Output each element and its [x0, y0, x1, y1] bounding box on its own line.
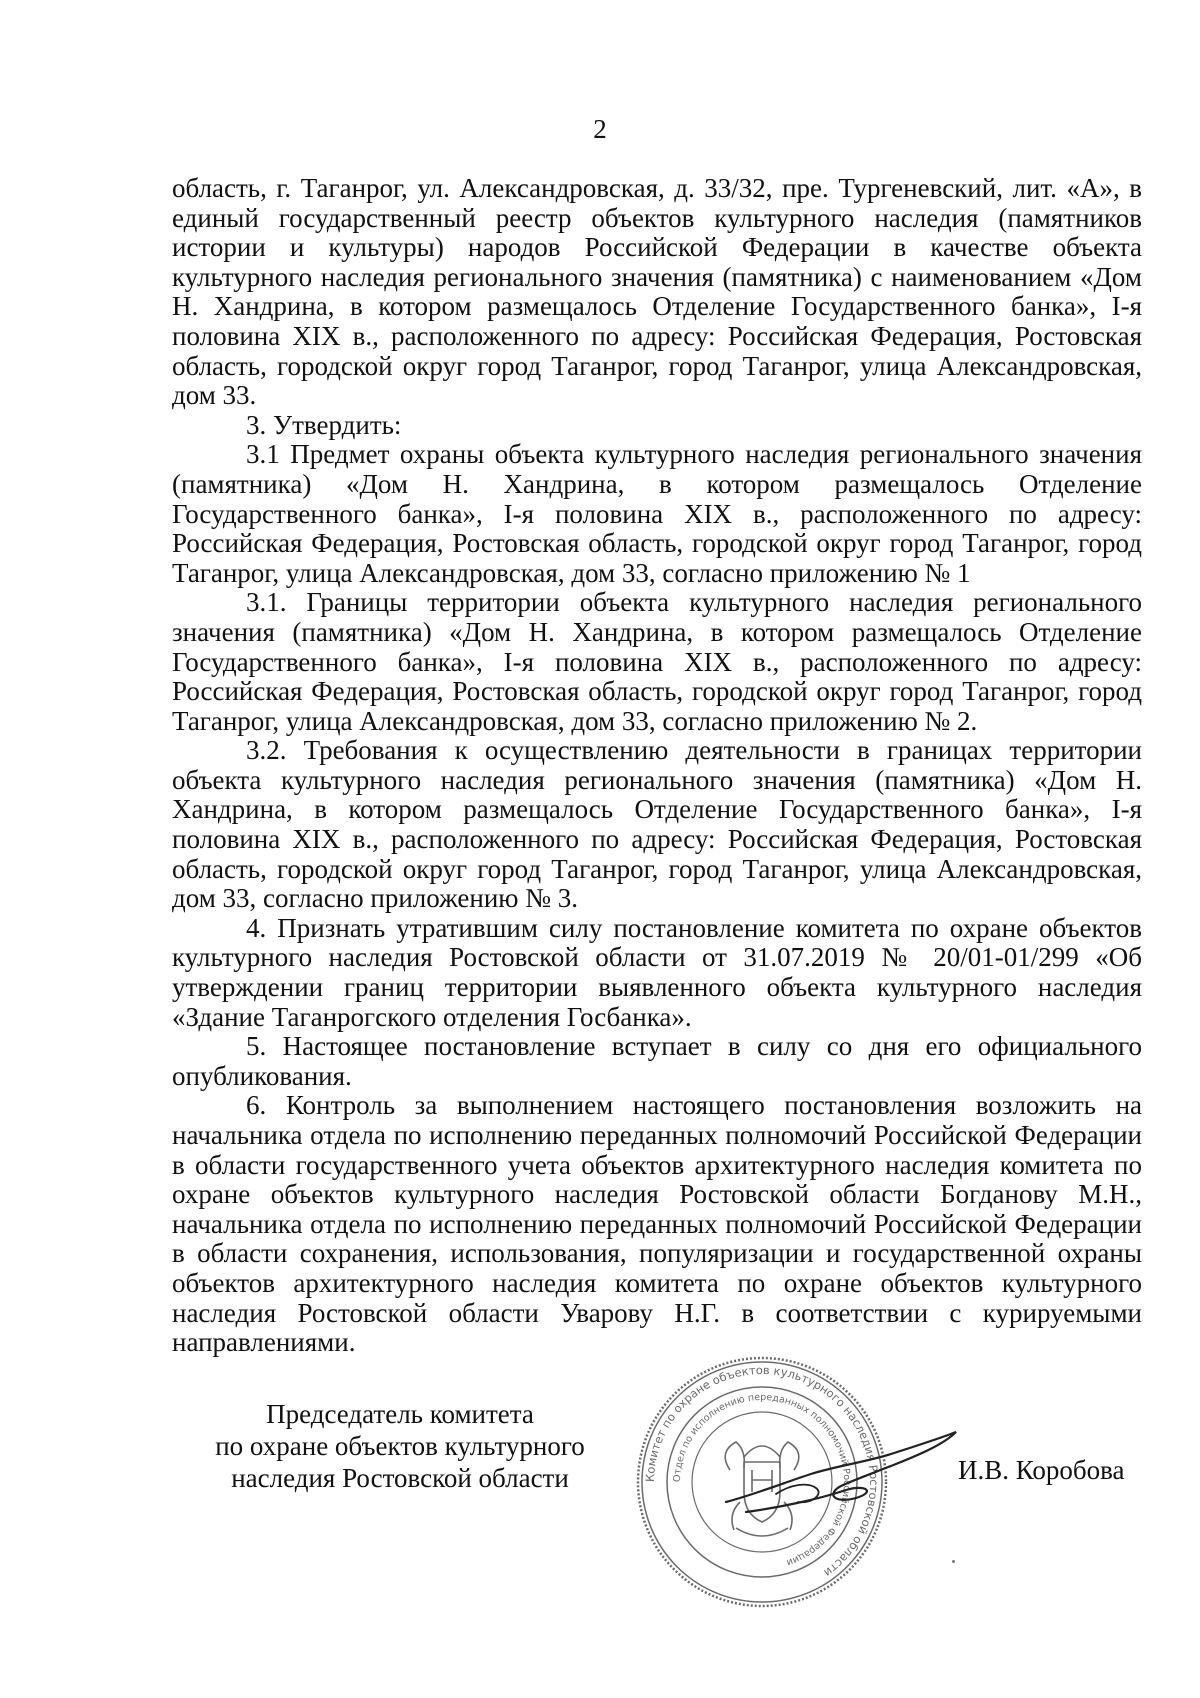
- paragraph-5-effective: 5. Настоящее постановление вступает в силу со дня его официального опубликования.: [172, 1031, 1142, 1091]
- paragraph-3-1-boundaries: 3.1. Границы территории объекта культурного наследия регионального значения (памятника) «Дом Н. Хандрина, в котором размещалось Отделение Государственного банка», I-я половина XIX в., расположенного по адресу: Российская Федерация, Ростовская область, городской округ город Таганрог, город Таганрог, улица Александровская, дом 33, согласно приложению № 2.: [172, 587, 1142, 736]
- seal-outer-text: Комитет по охране объектов культурного наследия Ростовской области: [642, 1362, 882, 1581]
- scan-artifact: [952, 1560, 955, 1563]
- paragraph-3-1-subject: 3.1 Предмет охраны объекта культурного наследия регионального значения (памятника) «Дом Н. Хандрина, в котором размещалось Отделение Государственного банка», I-я половина XIX в., расположенного по адресу: Российская Федерация, Ростовская область, городской округ город Таганрог, город Таганрог, улица Александровская, дом 33, согласно приложению № 1: [172, 439, 1142, 588]
- page-number: 2: [593, 114, 607, 144]
- signatory-title: [150, 1398, 650, 1494]
- signatory-title-line: по охране объектов культурного: [215, 1431, 585, 1461]
- signatory-title-line: Председатель комитета: [266, 1399, 534, 1429]
- paragraph-4-repeal: 4. Признать утратившим силу постановление комитета по охране объектов культурного наследия Ростовской области от 31.07.2019 № 20/01-01/299 «Об утверждении границ территории выявленного объекта культурного наследия «Здание Таганрогского отделения Госбанка».: [172, 912, 1142, 1032]
- signatory-name: И.В. Коробова: [958, 1455, 1125, 1485]
- handwritten-signature: [716, 1424, 966, 1524]
- document-body: [172, 174, 1142, 1358]
- paragraph-continuation: область, г. Таганрог, ул. Александровская, д. 33/32, пре. Тургеневский, лит. «А», в единый государственный реестр объектов культурного наследия (памятников истории и культуры) народов Российской Федерации в качестве объекта культурного наследия регионального значения (памятника) с наименованием «Дом Н. Хандрина, в котором размещалось Отделение Государственного банка», I-я половина XIX в., расположенного по адресу: Российская Федерация, Ростовская область, городской округ город Таганрог, город Таганрог, улица Александровская, дом 33.: [172, 173, 1142, 411]
- paragraph-3-2-requirements: 3.2. Требования к осуществлению деятельности в границах территории объекта культурного наследия регионального значения (памятника) «Дом Н. Хандрина, в котором размещалось Отделение Государственного банка», I-я половина XIX в., расположенного по адресу: Российская Федерация, Ростовская область, городской округ город Таганрог, город Таганрог, улица Александровская, дом 33, согласно приложению № 3.: [172, 735, 1142, 914]
- seal-inner-text: Отдел по исполнению переданных полномочий Российской Федерации: [671, 1391, 853, 1569]
- signatory-title-line: наследия Ростовской области: [231, 1463, 569, 1493]
- paragraph-6-control: 6. Контроль за выполнением настоящего постановления возложить на начальника отдела по исполнению переданных полномочий Российской Федерации в области государственного учета объектов архитектурного наследия комитета по охране объектов культурного наследия Ростовской области Богданову М.Н., начальника отдела по исполнению переданных полномочий Российской Федерации в области сохранения, использования, популяризации и государственной охраны объектов архитектурного наследия комитета по охране объектов культурного наследия Ростовской области Уварову Н.Г. в соответствии с курируемыми направлениями.: [172, 1090, 1142, 1358]
- paragraph-3-approve: 3. Утвердить:: [246, 409, 402, 440]
